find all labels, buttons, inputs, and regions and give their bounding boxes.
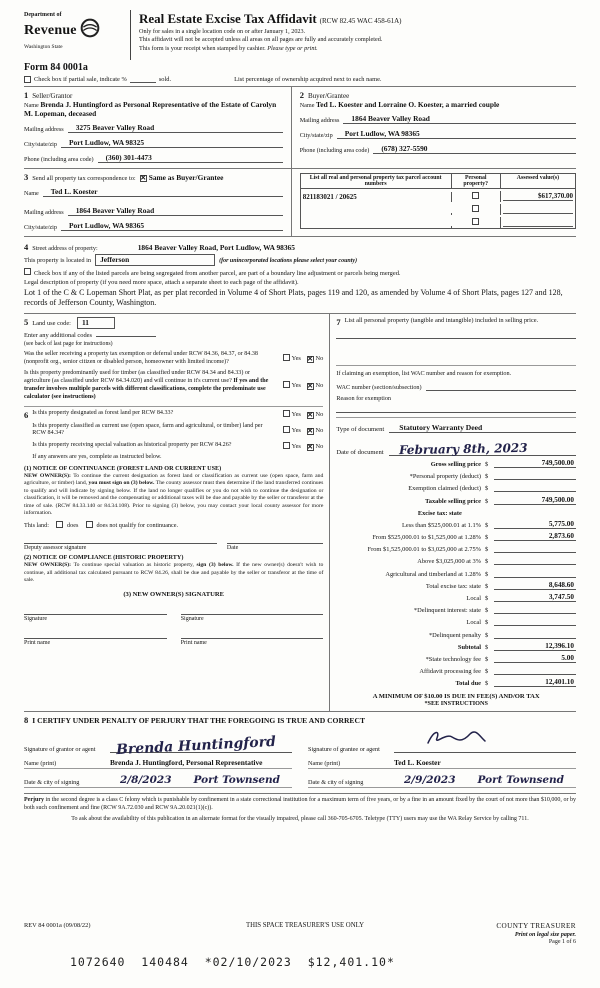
same-as-buyer-checkbox[interactable]: ✕ bbox=[140, 174, 147, 182]
legal-description-text[interactable]: Lot 1 of the C & C Lopeman Short Plat, as per plat recorded in Volume 4 of Short Plats, pages 119 and 120, as amended by Volume 4 of Short Plats, pages 127 and 128, records of Jefferson County, Washington. bbox=[24, 288, 563, 308]
reason-field[interactable] bbox=[336, 402, 576, 413]
tax-row: *Delinquent penalty $ bbox=[336, 630, 576, 639]
notice2-heading: (2) NOTICE OF COMPLIANCE (HISTORIC PROPERTY) bbox=[24, 554, 184, 562]
percent-sold-field[interactable] bbox=[130, 77, 156, 83]
personal-property-col-header: Personal property? bbox=[452, 174, 501, 188]
current-use-question: Is this property classified as current use (open space, farm and agricultural, or timber) land per RCW 84.34? bbox=[32, 422, 263, 437]
parties-section bbox=[24, 86, 576, 168]
section6-number: 6 bbox=[24, 409, 29, 420]
county-select[interactable]: Jefferson bbox=[95, 254, 215, 266]
grantor-signature: Brenda Huntingford bbox=[115, 734, 277, 759]
delinquent-penalty[interactable] bbox=[494, 630, 576, 639]
owner-printname-line[interactable]: Print name bbox=[181, 638, 324, 646]
grantee-signing-city[interactable]: Port Townsend bbox=[477, 774, 565, 787]
parcel-row bbox=[301, 189, 575, 202]
yes-checkbox[interactable] bbox=[283, 354, 290, 361]
grantor-signing-date[interactable]: 2/8/2023 bbox=[120, 774, 172, 787]
section1-number: 1 bbox=[24, 90, 29, 100]
header-note-3: This form is your receipt when stamped by cashier. Please type or print. bbox=[139, 44, 318, 52]
grantor-signature-label: Signature of grantor or agent bbox=[24, 745, 96, 753]
grantee-signature-block: Signature of grantee or agent Name (print) Ted L. Koester Date & city of signing 2/9/2023 Port Townsend bbox=[308, 725, 576, 788]
section7 bbox=[336, 317, 576, 327]
if-yes-note: If any answers are yes, complete as instructed below. bbox=[32, 454, 162, 461]
no-checkbox[interactable]: ✕ bbox=[307, 355, 313, 364]
street-address-value[interactable]: 1864 Beaver Valley Road, Port Ludlow, WA 98365 bbox=[137, 243, 295, 252]
middle-columns bbox=[24, 313, 576, 712]
header-divider bbox=[130, 10, 131, 60]
seller-phone-row: Phone (including area code) (360) 301-4473 bbox=[24, 153, 283, 163]
additional-codes-field[interactable] bbox=[96, 331, 156, 337]
dept-line3: Washington State bbox=[24, 44, 63, 50]
section-divider bbox=[336, 417, 576, 418]
grantor-signing-city[interactable]: Port Townsend bbox=[193, 774, 281, 787]
state-technology-fee[interactable]: 5.00 bbox=[494, 654, 576, 663]
delinquent-interest-state[interactable] bbox=[494, 605, 576, 614]
reason-label: Reason for exemption bbox=[336, 394, 392, 402]
section-divider bbox=[24, 406, 323, 407]
seller-mailing-field[interactable]: 3275 Beaver Valley Road bbox=[68, 123, 283, 133]
ownership-note: List percentage of ownership acquired next to each name. bbox=[234, 76, 382, 83]
section4-number: 4 bbox=[24, 242, 29, 252]
cashier-stamp: 1072640 140484 *02/10/2023 $12,401.10* bbox=[70, 955, 395, 969]
exemption-question-row: Was the seller receiving a property tax exemption or deferral under RCW 84.36, 84.37, or 84.38 (nonprofit org., senior citizen or disabled person, homeowner with limited income)? Yes ✕ No bbox=[24, 350, 324, 365]
section7-number: 7 bbox=[336, 316, 341, 327]
correspondence-mailing-row: Mailing address 1864 Beaver Valley Road bbox=[24, 206, 283, 216]
owner-printname-line[interactable]: Print name bbox=[24, 638, 167, 646]
bracket1-amount[interactable]: 5,775.00 bbox=[494, 520, 576, 529]
bracket3-amount[interactable] bbox=[494, 544, 576, 553]
seller-heading: Seller/Grantor bbox=[32, 92, 73, 100]
gross-selling-price[interactable]: 749,500.00 bbox=[494, 459, 576, 468]
owner-printname-row bbox=[24, 638, 323, 646]
tax-row: Local $ 3,747.50 bbox=[466, 593, 574, 603]
legal-size-note: Print on legal size paper. bbox=[514, 932, 576, 938]
buyer-section bbox=[292, 87, 576, 168]
seller-name-row: Name Brenda J. Huntingford as Personal Representative of the Estate of Carolyn M. Lopeman, deceased bbox=[24, 100, 277, 118]
seller-mailing-row: Mailing address 3275 Beaver Valley Road bbox=[24, 123, 283, 133]
forest-land-question-row: Is this property designated as forest land per RCW 84.33? Yes ✕ No bbox=[32, 409, 324, 419]
local-tax-amount[interactable]: 3,747.50 bbox=[494, 593, 576, 602]
affidavit-processing-fee[interactable] bbox=[494, 666, 576, 675]
middle-right-column bbox=[330, 314, 576, 712]
buyer-mailing-row: Mailing address 1864 Beaver Valley Road bbox=[300, 114, 576, 124]
form-footer bbox=[24, 922, 576, 945]
certification-section bbox=[24, 711, 576, 788]
yes-checkbox[interactable] bbox=[283, 426, 290, 433]
property-location-section bbox=[24, 236, 576, 313]
taxable-selling-price[interactable]: 749,500.00 bbox=[494, 496, 576, 505]
deputy-signature-line[interactable]: Deputy assessor signature bbox=[24, 543, 217, 551]
does-not-checkbox[interactable] bbox=[86, 521, 93, 528]
header-note-2: This affidavit will not be accepted unless all areas on all pages are fully and accurately completed. bbox=[139, 36, 383, 44]
owner-signature-line[interactable]: Signature bbox=[181, 614, 324, 622]
seller-name[interactable]: Brenda J. Huntingford as Personal Representative of the Estate of Carolyn M. Lopeman, deceased bbox=[24, 100, 277, 118]
seller-phone-field[interactable]: (360) 301-4473 bbox=[98, 153, 283, 163]
wac-number-field[interactable] bbox=[426, 382, 576, 391]
tax-row: Taxable selling price $ 749,500.00 bbox=[425, 495, 574, 505]
parcel-row bbox=[301, 202, 575, 215]
wac-number-row bbox=[336, 382, 576, 391]
agricultural-timberland-amount[interactable] bbox=[494, 569, 576, 578]
tax-row: Less than $525,000.01 at 1.1% $ 5,775.00 bbox=[402, 519, 574, 529]
yes-checkbox[interactable] bbox=[283, 442, 290, 449]
owner-signature-line[interactable]: Signature bbox=[24, 614, 167, 622]
see-instructions-note: *SEE INSTRUCTIONS bbox=[424, 700, 488, 708]
assessed-value[interactable] bbox=[503, 218, 573, 227]
tax-row: *Delinquent interest: state $ bbox=[336, 605, 576, 614]
unincorporated-note: (for unincorporated locations please select your county) bbox=[219, 258, 358, 264]
alternate-format-note: To ask about the availability of this publication in an alternate format for the visually impaired, please call 360-705-6705. Teletype (TTY) users may use the WA Relay Service by calling 711. bbox=[71, 815, 529, 822]
grantee-printed-name[interactable]: Ted L. Koester bbox=[394, 758, 441, 768]
parcel-col-header: List all real and personal property tax parcel account numbers bbox=[301, 174, 452, 188]
parcel-number[interactable] bbox=[301, 213, 452, 215]
grantee-signing-date[interactable]: 2/9/2023 bbox=[404, 774, 456, 787]
correspondence-label: Send all property tax correspondence to: bbox=[32, 175, 136, 182]
parcel-table-wrap bbox=[292, 169, 576, 236]
segregated-checkbox[interactable] bbox=[24, 268, 31, 275]
treasurer-space-label: THIS SPACE TREASURER'S USE ONLY bbox=[245, 922, 364, 929]
minimum-fee-note: A MINIMUM OF $10.00 IS DUE IN FEE(S) AND/OR TAX bbox=[372, 693, 540, 701]
yes-checkbox[interactable] bbox=[283, 381, 290, 388]
section6 bbox=[24, 410, 323, 462]
form-number: Form 84 0001a bbox=[24, 62, 88, 73]
personal-property-list-field[interactable] bbox=[336, 329, 576, 339]
dept-line2: Revenue bbox=[24, 22, 77, 38]
total-due-amount[interactable]: 12,401.10 bbox=[494, 678, 576, 687]
tax-row: Excise tax: state bbox=[336, 508, 576, 517]
delinquent-interest-local[interactable] bbox=[494, 617, 576, 626]
deputy-date-line[interactable]: Date bbox=[227, 543, 323, 551]
buyer-csz-row: City/state/zip Port Ludlow, WA 98365 bbox=[300, 129, 576, 139]
buyer-name-row: Name Ted L. Koester and Lorraine O. Koester, a married couple bbox=[299, 100, 500, 109]
section3-number: 3 bbox=[24, 172, 29, 182]
section-divider bbox=[336, 365, 576, 366]
tax-row: Gross selling price $ 749,500.00 bbox=[430, 458, 574, 468]
grantor-printed-name[interactable]: Brenda J. Huntingford, Personal Representative bbox=[110, 758, 263, 768]
grantor-signature-line[interactable] bbox=[110, 733, 292, 759]
middle-left-column bbox=[24, 314, 330, 712]
bracket2-amount[interactable]: 2,873.60 bbox=[494, 532, 576, 541]
tax-row: *Personal property (deduct) $ bbox=[336, 471, 576, 480]
buyer-phone-row: Phone (including area code) (678) 327-5590 bbox=[300, 144, 576, 154]
section5-number: 5 bbox=[24, 316, 29, 327]
exemption-claimed-deduct[interactable] bbox=[494, 483, 576, 492]
partial-sold-label: sold. bbox=[158, 76, 172, 83]
buyer-mailing-field[interactable]: 1864 Beaver Valley Road bbox=[343, 114, 576, 124]
page-number: Page 1 of 6 bbox=[548, 939, 576, 945]
buyer-heading: Buyer/Grantee bbox=[307, 92, 350, 100]
handwritten-document-date: February 8th, 2023 bbox=[398, 440, 528, 457]
correspondence-name-row: Name Ted L. Koester bbox=[24, 187, 283, 197]
tax-row: Exemption claimed (deduct) $ bbox=[336, 483, 576, 492]
county-treasurer-block bbox=[426, 922, 576, 945]
tax-row: From $525,000.01 to $1,525,000 at 1.28% $ 2,873.60 bbox=[372, 532, 574, 542]
owner-signature-row bbox=[24, 614, 323, 622]
excise-tax-state-header bbox=[494, 508, 576, 517]
no-checkbox[interactable]: ✕ bbox=[307, 410, 313, 419]
parcel-row bbox=[301, 215, 575, 228]
notice1-body: NEW OWNER(S): To continue the current designation as forest land or classification as current use (open space, farm and agriculture, or timber) land, you must sign on (3) below. The county assessor must then determine if the land transferred continues to qualify and will indicate by signing below. If the land no longer qualifies or you do not wish to continue the designation or classification, it will be removed and the compensating or additional taxes will be due and payable by the seller or transferor at the time of sale. (RCW 84.33.140 or 84.34.108). Prior to signing (3) below, you may contact your local county assessor for more information. bbox=[24, 472, 324, 516]
revenue-logo-icon bbox=[80, 18, 100, 43]
seller-section bbox=[24, 87, 292, 168]
document-type-label: Type of document bbox=[336, 425, 385, 433]
personal-property-checkbox[interactable] bbox=[472, 205, 479, 212]
partial-sale-label: Check box if partial sale, indicate % bbox=[34, 76, 127, 83]
seller-csz-row: City/state/zip Port Ludlow, WA 98325 bbox=[24, 138, 283, 148]
buyer-csz-field[interactable]: Port Ludlow, WA 98365 bbox=[337, 129, 576, 139]
buyer-phone-field[interactable]: (678) 327-5590 bbox=[373, 144, 576, 154]
grantee-signature-scrawl bbox=[424, 728, 488, 753]
segregated-label: Check box if any of the listed parcels are being segregated from another parcel, are part of a boundary line adjustment or parcels being merged. bbox=[34, 270, 401, 277]
form-title: Real Estate Excise Tax Affidavit bbox=[139, 11, 317, 26]
located-in-label: This property is located in bbox=[24, 257, 92, 264]
notice1-heading: (1) NOTICE OF CONTINUANCE (FOREST LAND OR CURRENT USE) bbox=[24, 464, 222, 472]
grantor-signature-block: Signature of grantor or agent Brenda Huntingford Name (print) Brenda J. Huntingford, Personal Representative Date & city of signing 2/8/2023 Port Townsend bbox=[24, 725, 292, 788]
exemption-question: Was the seller receiving a property tax exemption or deferral under RCW 84.36, 84.37, or 84.38 (nonprofit org., senior citizen or disabled person, homeowner with limited income)? bbox=[24, 350, 258, 365]
correspondence-csz-row: City/state/zip Port Ludlow, WA 98365 bbox=[24, 221, 283, 231]
no-checkbox[interactable]: ✕ bbox=[307, 382, 313, 391]
yes-checkbox[interactable] bbox=[283, 410, 290, 417]
rev-number: REV 84 0001a (09/08/22) bbox=[24, 922, 91, 929]
tax-row: Local $ bbox=[336, 617, 576, 626]
timber-question: Is this property predominantly used for timber (as classified under RCW 84.34 and 84.33) or agriculture (as classified under RCW 84.34.020) and will continue in it's current use? If yes and the transfer involves multiple parcels with different classifications, complete the predominate use calculator (see instructions) bbox=[24, 370, 269, 400]
partial-sale-row bbox=[24, 76, 576, 83]
perjury-notice: Perjury in the second degree is a class C felony which is punishable by confinement in a state correctional institution for a maximum term of five years, or by a fine in an amount fixed by the court of not more than $10,000, or by both such confinement and fine (RCW 9A.72.030 and RCW 9A.20.021(1)(c)). bbox=[24, 793, 576, 813]
wac-label: WAC number (section/subsection) bbox=[336, 383, 422, 391]
tax-row: From $1,525,000.01 to $3,025,000 at 2.75% $ bbox=[336, 544, 576, 553]
form-header bbox=[24, 8, 576, 62]
personal-property-checkbox[interactable] bbox=[472, 218, 479, 225]
land-use-code-field[interactable]: 11 bbox=[77, 317, 115, 329]
new-owner-signature-heading: (3) NEW OWNER(S) SIGNATURE bbox=[123, 590, 225, 598]
partial-sale-checkbox[interactable] bbox=[24, 76, 31, 83]
buyer-name[interactable]: Ted L. Koester and Lorraine O. Koester, a married couple bbox=[316, 100, 500, 109]
bracket4-amount[interactable] bbox=[494, 556, 576, 565]
assessed-value[interactable] bbox=[503, 205, 573, 214]
correspondence-mailing-field[interactable]: 1864 Beaver Valley Road bbox=[68, 206, 283, 216]
historic-question-row: Is this property receiving special valuation as historical property per RCW 84.26? Yes ✕ No bbox=[32, 442, 324, 452]
legal-description-label: Legal description of property (if you need more space, attach a separate sheet to each page of the affidavit). bbox=[24, 279, 299, 286]
parcel-number[interactable] bbox=[301, 226, 452, 228]
grantee-signature-line[interactable] bbox=[394, 733, 576, 753]
assessed-value-col-header: Assessed value(s) bbox=[516, 175, 560, 181]
subtotal-amount[interactable]: 12,396.10 bbox=[494, 642, 576, 651]
codes-note: (see back of last page for instructions) bbox=[24, 340, 113, 347]
personal-property-checkbox[interactable] bbox=[472, 192, 479, 199]
section2-number: 2 bbox=[299, 90, 304, 100]
exemption-note: If claiming an exemption, list WAC number and reason for exemption. bbox=[336, 369, 512, 377]
document-type-field[interactable]: Statutory Warranty Deed bbox=[389, 423, 576, 433]
total-excise-tax-state[interactable]: 8,648.60 bbox=[494, 581, 576, 590]
deputy-assessor-row bbox=[24, 543, 323, 551]
personal-property-deduct[interactable] bbox=[494, 471, 576, 480]
same-as-buyer-label: Same as Buyer/Grantee bbox=[148, 173, 224, 182]
tax-row: *State technology fee $ 5.00 bbox=[425, 653, 574, 663]
tax-row: Total due $ 12,401.10 bbox=[455, 678, 574, 688]
document-date-row bbox=[336, 438, 576, 456]
tax-row: Agricultural and timberland at 1.28% $ bbox=[336, 569, 576, 578]
timber-question-row: Is this property predominantly used for timber (as classified under RCW 84.34 and 84.33) or agriculture (as classified under RCW 84.34.020) and will continue in it's current use? If yes and the transfer involves multiple parcels with different classifications, complete the predominate use calculator (see instructions) Yes ✕ No bbox=[24, 370, 324, 400]
tax-row: Affidavit processing fee $ bbox=[336, 666, 576, 675]
tax-row: Total excise tax: state $ 8,648.60 bbox=[425, 580, 574, 590]
current-use-question-row: Is this property classified as current use (open space, farm and agricultural, or timber) land per RCW 84.34? Yes ✕ No bbox=[32, 422, 324, 437]
street-address-label: Street address of property: bbox=[32, 245, 98, 252]
agency-block bbox=[24, 8, 128, 50]
no-checkbox[interactable]: ✕ bbox=[307, 443, 313, 452]
land-use-label: Land use code: bbox=[32, 319, 71, 327]
no-checkbox[interactable]: ✕ bbox=[307, 426, 313, 435]
section8-number: 8 bbox=[24, 715, 29, 726]
does-checkbox[interactable] bbox=[56, 521, 63, 528]
parcel-table-header bbox=[301, 174, 575, 189]
correspondence-csz-field[interactable]: Port Ludlow, WA 98365 bbox=[61, 221, 283, 231]
rcw-reference: (RCW 82.45 WAC 458-61A) bbox=[319, 17, 402, 25]
correspondence-name-field[interactable]: Ted L. Koester bbox=[43, 187, 283, 197]
grantee-signature-label: Signature of grantee or agent bbox=[308, 745, 380, 753]
parcel-table bbox=[300, 173, 576, 229]
historic-question: Is this property receiving special valuation as historical property per RCW 84.26? bbox=[32, 442, 232, 449]
header-note-1: Only for sales in a single location code on or after January 1, 2023. bbox=[139, 28, 306, 35]
parcel-number[interactable]: 821183021 / 20625 bbox=[301, 192, 452, 202]
forest-land-question: Is this property designated as forest land per RCW 84.33? bbox=[32, 409, 174, 416]
tax-correspondence-section bbox=[24, 169, 292, 236]
tax-row: Subtotal $ 12,396.10 bbox=[457, 641, 574, 651]
tax-row: Above $3,025,000 at 3% $ bbox=[336, 556, 576, 565]
personal-property-list-label: List all personal property (tangible and intangible) included in selling price. bbox=[344, 316, 539, 324]
notice2-body: NEW OWNER(S): To continue special valuation as historic property, sign (3) below. If the new owner(s) doesn't wish to continue, all additional tax calculated pursuant to RCW 84.26, shall be due and payable by the seller or transferor at the time of sale. bbox=[24, 562, 324, 584]
document-type-row bbox=[336, 423, 576, 433]
seller-csz-field[interactable]: Port Ludlow, WA 98325 bbox=[61, 138, 283, 148]
document-date-label: Date of document bbox=[336, 448, 384, 456]
correspondence-parcel-section bbox=[24, 168, 576, 236]
county-treasurer-label: COUNTY TREASURER bbox=[496, 922, 576, 930]
dept-line1: Department of bbox=[24, 12, 62, 18]
land-qualify-row: This land: does does not qualify for continuance. bbox=[24, 522, 179, 530]
document-date-field[interactable] bbox=[389, 440, 576, 457]
certify-statement: I CERTIFY UNDER PENALTY OF PERJURY THAT THE FOREGOING IS TRUE AND CORRECT bbox=[32, 716, 366, 726]
assessed-value[interactable]: $617,370.00 bbox=[503, 192, 573, 201]
additional-codes-label: Enter any additional codes bbox=[24, 331, 92, 339]
